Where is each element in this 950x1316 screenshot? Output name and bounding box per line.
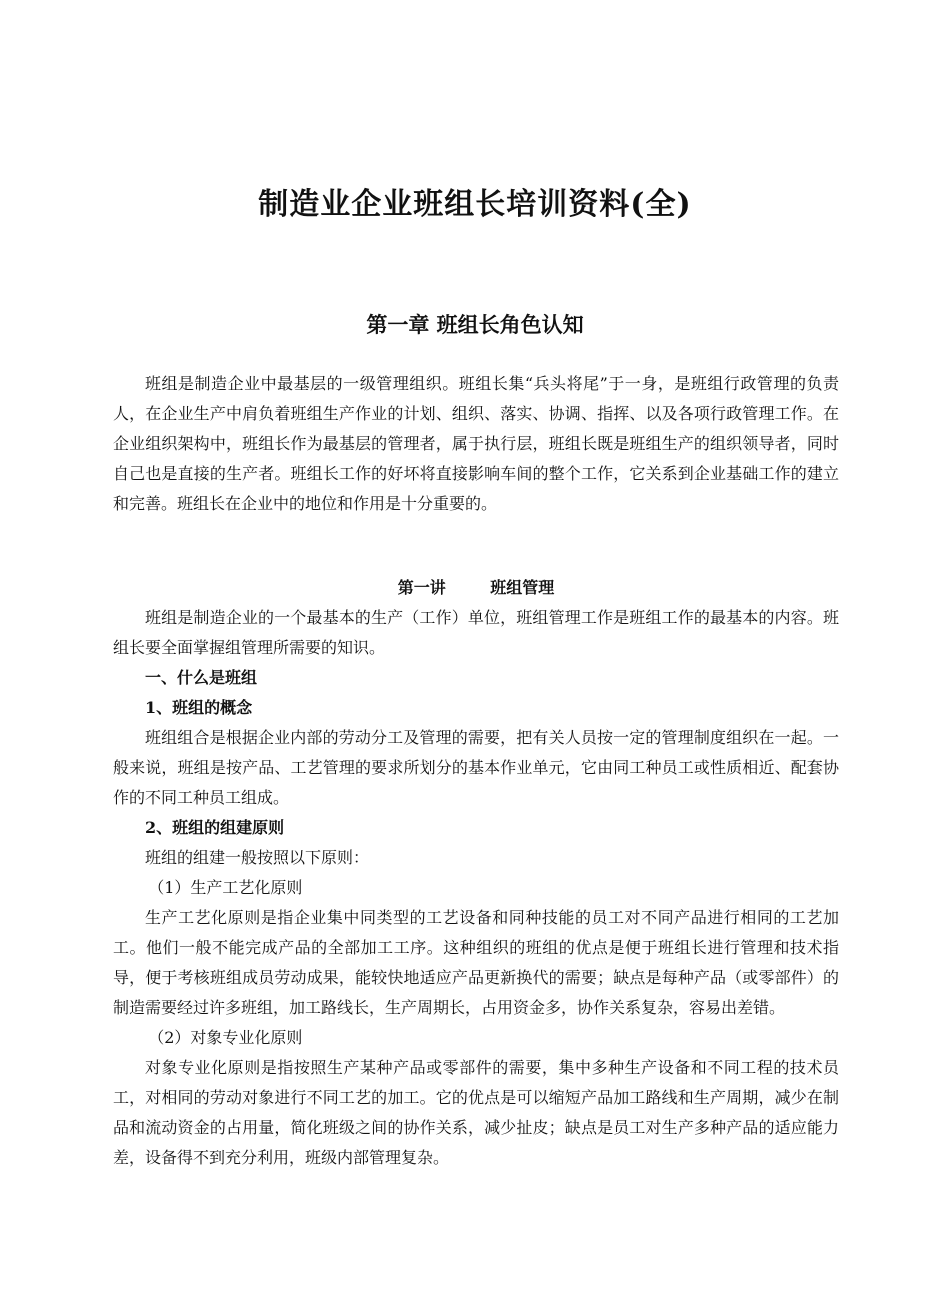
intro-section xyxy=(113,369,839,519)
principle-2-paragraph: 对象专业化原则是指按照生产某种产品或零部件的需要，集中多种生产设备和不同工程的技术员工，对相同的劳动对象进行不同工艺的加工。它的优点是可以缩短产品加工路线和生产周期，减少在制品和流动资金的占用量，简化班级之间的协作关系，减少扯皮；缺点是员工对生产多种产品的适应能力差，设备得不到充分利用，班级内部管理复杂。 xyxy=(113,1058,839,1167)
lecture-intro-paragraph: 班组是制造企业的一个最基本的生产（工作）单位，班组管理工作是班组工作的最基本的内容。班组长要全面掌握组管理所需要的知识。 xyxy=(113,608,839,657)
subsection-heading-concept: 1、班组的概念 xyxy=(145,698,253,717)
document-title: 制造业企业班组长培训资料(全) xyxy=(258,187,692,222)
lecture-title: 第一讲 班组管理 xyxy=(397,578,555,597)
subsection-heading-principles: 2、班组的组建原则 xyxy=(145,818,285,837)
concept-paragraph: 班组组合是根据企业内部的劳动分工及管理的需要，把有关人员按一定的管理制度组织在一起。一般来说，班组是按产品、工艺管理的要求所划分的基本作业单元，它由同工种员工或性质相近、配套协作的不同工种员工组成。 xyxy=(113,728,839,807)
section-heading: 一、什么是班组 xyxy=(145,668,258,687)
principles-intro: 班组的组建一般按照以下原则： xyxy=(145,848,370,867)
principle-2-heading: （2）对象专业化原则 xyxy=(148,1028,303,1047)
intro-paragraph: 班组是制造企业中最基层的一级管理组织。班组长集“兵头将尾”于一身，是班组行政管理的负责人，在企业生产中肩负着班组生产作业的计划、组织、落实、协调、指挥、以及各项行政管理工作。在企业组织架构中，班组长作为最基层的管理者，属于执行层，班组长既是班组生产的组织领导者，同时自己也是直接的生产者。班组长工作的好坏将直接影响车间的整个工作，它关系到企业基础工作的建立和完善。班组长在企业中的地位和作用是十分重要的。 xyxy=(113,374,839,513)
lecture-section xyxy=(113,573,839,1173)
principle-1-heading: （1）生产工艺化原则 xyxy=(148,878,303,897)
principle-1-paragraph: 生产工艺化原则是指企业集中同类型的工艺设备和同种技能的员工对不同产品进行相同的工艺加工。他们一般不能完成产品的全部加工工序。这种组织的班组的优点是便于班组长进行管理和技术指导，便于考核班组成员劳动成果，能较快地适应产品更新换代的需要；缺点是每种产品（或零部件）的制造需要经过许多班组，加工路线长，生产周期长，占用资金多，协作关系复杂，容易出差错。 xyxy=(113,908,839,1017)
chapter-title: 第一章 班组长角色认知 xyxy=(366,312,584,337)
